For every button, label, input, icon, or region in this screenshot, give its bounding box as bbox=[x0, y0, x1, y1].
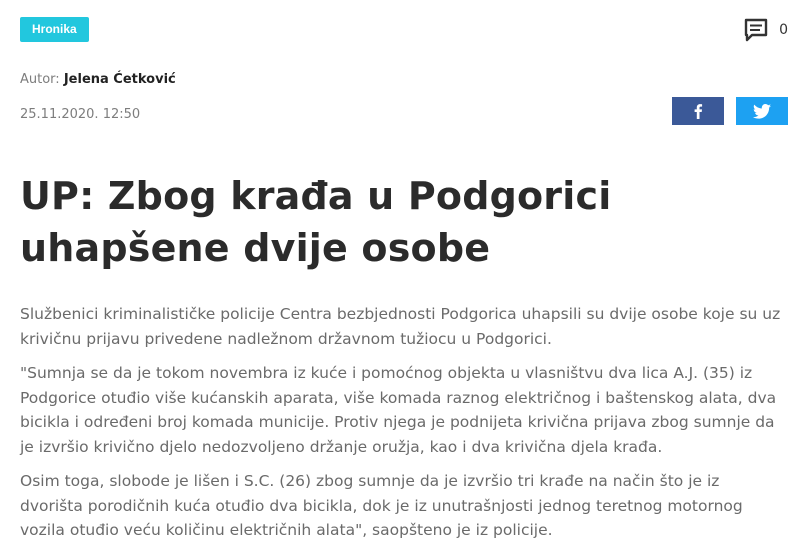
comments-count: 0 bbox=[779, 22, 788, 38]
author-name[interactable]: Jelena Ćetković bbox=[63, 72, 176, 87]
article-paragraph: Službenici kriminalističke policije Centra bezbjednosti Podgorica uhapsili su dvije osobe koje su uz krivičnu prijavu privedene nadležnom državnom tužiocu u Podgorici. bbox=[20, 305, 781, 348]
comment-icon bbox=[743, 18, 769, 42]
facebook-icon bbox=[693, 103, 703, 119]
author-label: Autor: bbox=[20, 72, 60, 87]
publish-date: 25.11.2020. 12:50 bbox=[20, 107, 141, 122]
author-line bbox=[20, 72, 176, 87]
article-paragraph: Osim toga, slobode je lišen i S.C. (26) zbog sumnje da je izvršio tri krađe na način što je iz dvorišta porodičnih kuća otuđio dva bicikla, dok je iz unutrašnjosti jednog teretnog motornog vozila otuđio veću količinu električnih alata", saopšteno je iz policije. bbox=[20, 472, 743, 539]
twitter-share-button[interactable] bbox=[736, 97, 788, 125]
article-paragraph: "Sumnja se da je tokom novembra iz kuće i pomoćnog objekta u vlasništvu dva lica A.J. (35) iz Podgorice otuđio više kućanskih aparata, više komada raznog električnog i baštenskog alata, dva bicikla i određeni broj komada municije. Protiv njega je podnijeta krivična prijava zbog sumnje da je izvršio krivično djelo nedozvoljeno držanje oružja, kao i dva krivična djela krađa. bbox=[20, 364, 777, 456]
category-badge[interactable]: Hronika bbox=[20, 17, 89, 42]
article-title: UP: Zbog krađa u Podgorici uhapšene dvije osobe bbox=[20, 174, 612, 270]
facebook-share-button[interactable] bbox=[672, 97, 724, 125]
twitter-icon bbox=[753, 104, 771, 119]
comments-counter[interactable] bbox=[743, 18, 788, 42]
article-body bbox=[20, 302, 785, 553]
